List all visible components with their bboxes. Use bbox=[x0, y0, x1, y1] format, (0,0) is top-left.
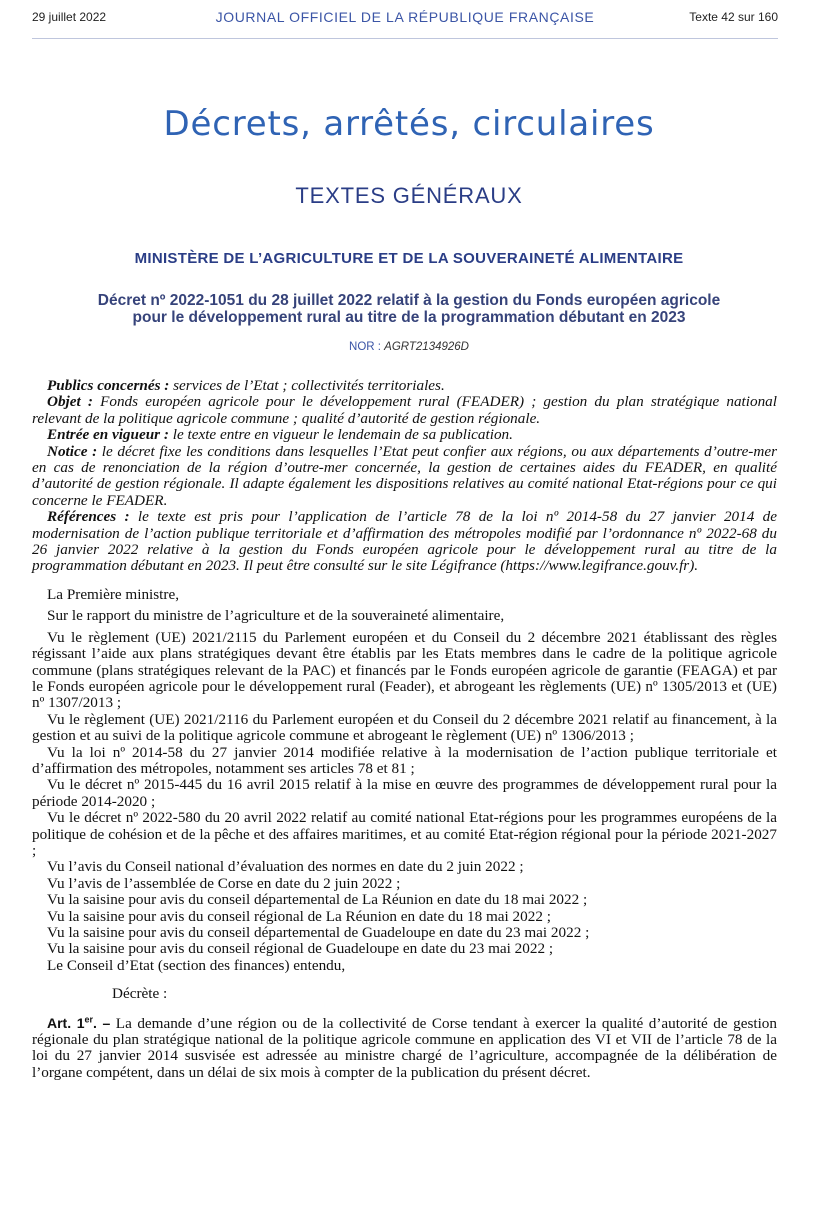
decree-body bbox=[32, 378, 777, 1081]
visa-item: Vu le règlement (UE) 2021/2116 du Parlement européen et du Conseil du 2 décembre 2021 relatif au financement, à la gestion et au suivi de la politique agricole commune et abrogeant le règlement (UE) nº 1306/2013 ; bbox=[32, 710, 777, 745]
notice-entree-en-vigueur bbox=[32, 427, 777, 443]
decree-title bbox=[40, 292, 778, 327]
notice-label: Objet : bbox=[47, 393, 93, 411]
article-text: La demande d’une région ou de la collectivité de Corse tendant à exercer la qualité d’autorité de gestion régionale du plan stratégique national de la politique agricole commune en application des VI et VII de l’article 78 de la loi du 27 janvier 2014 susvisée est adressée au ministre chargé de l’agriculture, accompagnée de la délibération de l’organe compétent, dans un délai de six mois à compter de la publication du présent décret. bbox=[32, 1014, 777, 1081]
notice-label: Entrée en vigueur : bbox=[47, 426, 169, 444]
ministry-name: MINISTÈRE DE L’AGRICULTURE ET DE LA SOUVERAINETÉ ALIMENTAIRE bbox=[134, 250, 684, 267]
rapport: Sur le rapport du ministre de l’agriculture et de la souveraineté alimentaire, bbox=[47, 607, 505, 625]
notice-label: Références : bbox=[47, 508, 130, 526]
visa-item: Vu l’avis de l’assemblée de Corse en date du 2 juin 2022 ; bbox=[47, 874, 401, 892]
nor-label: NOR : bbox=[349, 341, 381, 353]
notice-text: services de l’Etat ; collectivités territoriales. bbox=[169, 377, 445, 394]
visa-item: Le Conseil d’Etat (section des finances) entendu, bbox=[47, 956, 346, 974]
article-1 bbox=[32, 1015, 777, 1082]
premiere-ministre: La Première ministre, bbox=[47, 585, 180, 603]
subsection-title: TEXTES GÉNÉRAUX bbox=[295, 183, 523, 208]
notice-references bbox=[32, 509, 777, 575]
decrete: Décrète : bbox=[112, 985, 168, 1003]
section-title: Décrets, arrêtés, circulaires bbox=[163, 104, 655, 144]
nor-value: AGRT2134926D bbox=[384, 341, 469, 353]
notice-objet bbox=[32, 394, 777, 427]
notice-text: le texte est pris pour l’application de l’article 78 de la loi nº 2014-58 du 27 janvier 2014 de modernisation de l’action publique territoriale et d’affirmation des métropoles modifié par l’ordonnance nº 2022-68 du 26 janvier 2022 relative à la gestion du Fonds européen agricole pour le développement rural au titre de la programmation débutant en 2023. Il peut être consulté sur le site Légifrance (https://www.legifrance.gouv.fr). bbox=[32, 508, 777, 575]
notice-label: Notice : bbox=[47, 442, 98, 460]
article-label: Art. 1er. – bbox=[47, 1013, 111, 1031]
visa-item: Vu la saisine pour avis du conseil départemental de La Réunion en date du 18 mai 2022 ; bbox=[47, 891, 588, 909]
visa-item: Vu le décret nº 2015-445 du 16 avril 2015 relatif à la mise en œuvre des programmes de développement rural pour la période 2014-2020 ; bbox=[32, 776, 777, 810]
visa-item: Vu la saisine pour avis du conseil départemental de Guadeloupe en date du 23 mai 2022 ; bbox=[47, 924, 590, 941]
visa-item: Vu l’avis du Conseil national d’évaluation des normes en date du 2 juin 2022 ; bbox=[47, 858, 524, 876]
notice-notice bbox=[32, 444, 777, 510]
notice-text: Fonds européen agricole pour le développement rural (FEADER) ; gestion du plan stratégique national relevant de la politique agricole commune ; qualité d’autorité de gestion régionale. bbox=[32, 393, 777, 427]
page-header bbox=[32, 0, 778, 39]
text-number: Texte 42 sur 160 bbox=[689, 10, 778, 24]
decree-title-line-1: Décret nº 2022-1051 du 28 juillet 2022 relatif à la gestion du Fonds européen agricole bbox=[97, 292, 721, 309]
visa-item: Vu la saisine pour avis du conseil régional de La Réunion en date du 18 mai 2022 ; bbox=[47, 907, 551, 925]
visa-item: Vu le décret nº 2022-580 du 20 avril 2022 relatif au comité national Etat-régions pour les programmes européens de la politique de cohésion et de la pêche et des affaires maritimes, et au comité Etat-région régional pour la période 2021-2027 ; bbox=[32, 809, 777, 859]
journal-name: JOURNAL OFFICIEL DE LA RÉPUBLIQUE FRANÇAISE bbox=[215, 9, 595, 25]
publication-date: 29 juillet 2022 bbox=[32, 10, 107, 24]
nor-reference bbox=[0, 341, 818, 353]
notice-label: Publics concernés : bbox=[47, 377, 170, 394]
visa-item: Vu la saisine pour avis du conseil régional de Guadeloupe en date du 23 mai 2022 ; bbox=[47, 940, 554, 958]
notice-text: le décret fixe les conditions dans lesquelles l’Etat peut confier aux régions, ou aux départements d’outre-mer en cas de renonciation de la région d’outre-mer concernée, la gestion de certaines aides du FEADER, en qualité d’autorité de gestion régionale. Il adapte également les dispositions relatives au comité national Etat-régions pour ce qui concerne le FEADER. bbox=[32, 442, 777, 509]
notice-publics bbox=[32, 378, 777, 394]
visa-item: Vu le règlement (UE) 2021/2115 du Parlement européen et du Conseil du 2 décembre 2021 établissant des règles régissant l’aide aux plans stratégiques devant être établis par les Etats membres dans le cadre de la politique agricole commune (plans stratégiques relevant de la PAC) et financés par le Fonds européen agricole de garantie (FEAGA) et par le Fonds européen agricole pour le développement rural (Feader), et abrogeant les règlements (UE) nº 1305/2013 et (UE) nº 1307/2013 ; bbox=[32, 628, 777, 712]
decree-title-line-2: pour le développement rural au titre de la programmation débutant en 2023 bbox=[132, 309, 686, 327]
notice-text: le texte entre en vigueur le lendemain de sa publication. bbox=[168, 426, 513, 444]
visa-item: Vu la loi nº 2014-58 du 27 janvier 2014 modifiée relative à la modernisation de l’action publique territoriale et d’affirmation des métropoles, notamment ses articles 78 et 81 ; bbox=[32, 743, 777, 777]
